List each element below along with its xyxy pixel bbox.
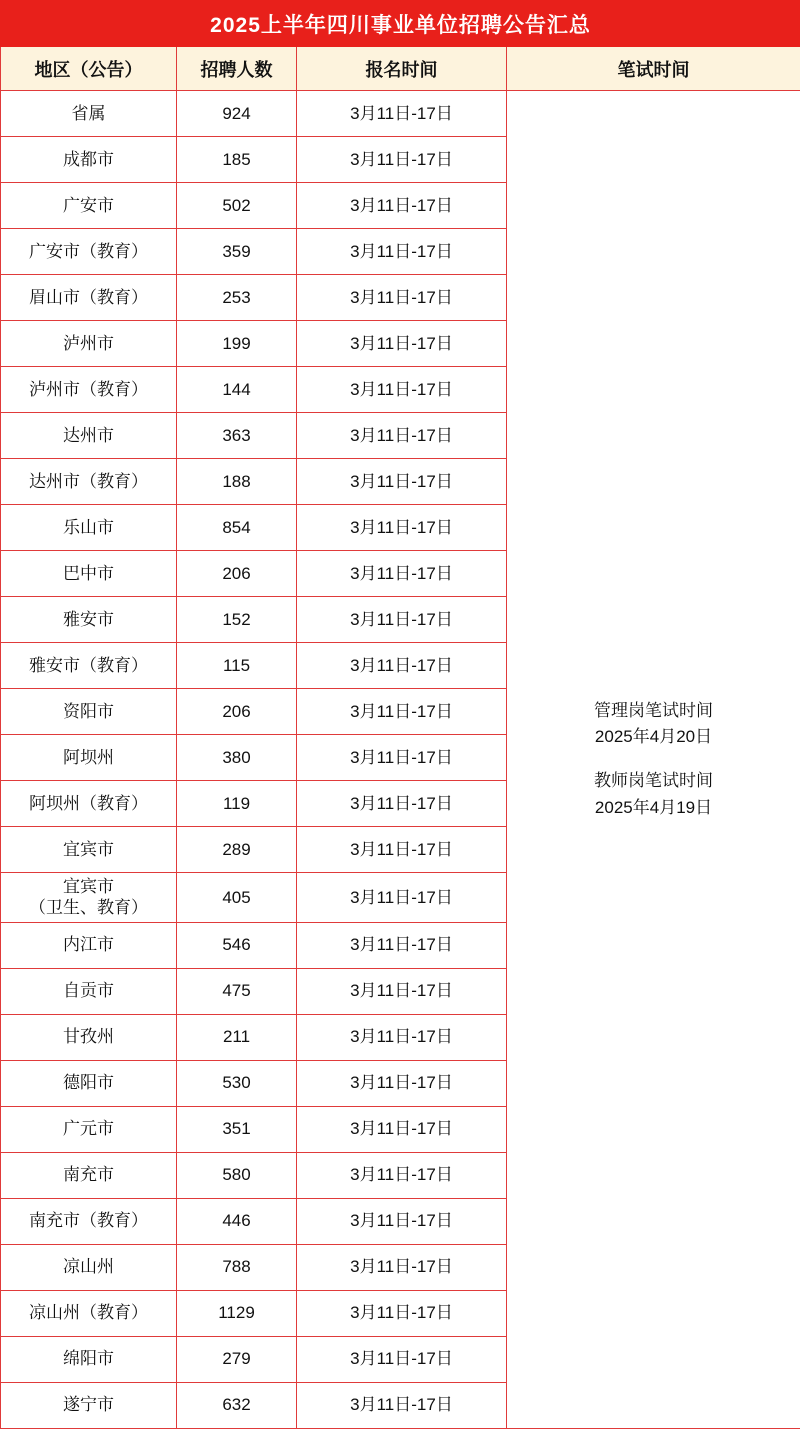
cell-count: 924: [177, 91, 297, 137]
cell-region: 阿坝州（教育）: [1, 781, 177, 827]
table-row: [1, 91, 800, 137]
column-header-exam: 笔试时间: [507, 47, 800, 91]
cell-signup: 3月11日-17日: [297, 137, 507, 183]
cell-region: 甘孜州: [1, 1014, 177, 1060]
cell-region: 乐山市: [1, 505, 177, 551]
cell-count: 185: [177, 137, 297, 183]
cell-signup: 3月11日-17日: [297, 597, 507, 643]
cell-region: 南充市（教育）: [1, 1198, 177, 1244]
cell-region: 达州市: [1, 413, 177, 459]
exam-note-management-date: 2025年4月20日: [594, 726, 713, 746]
cell-signup: 3月11日-17日: [297, 1106, 507, 1152]
cell-region: 泸州市（教育）: [1, 367, 177, 413]
cell-signup: 3月11日-17日: [297, 922, 507, 968]
cell-region: 省属: [1, 91, 177, 137]
cell-count: 115: [177, 643, 297, 689]
cell-count: 188: [177, 459, 297, 505]
cell-count: 199: [177, 321, 297, 367]
cell-signup: 3月11日-17日: [297, 643, 507, 689]
cell-region: 宜宾市: [1, 827, 177, 873]
cell-region: 德阳市: [1, 1060, 177, 1106]
cell-signup: 3月11日-17日: [297, 1014, 507, 1060]
page-title: 2025上半年四川事业单位招聘公告汇总: [1, 1, 800, 47]
cell-region: 广元市: [1, 1106, 177, 1152]
cell-signup: 3月11日-17日: [297, 413, 507, 459]
cell-signup: 3月11日-17日: [297, 551, 507, 597]
cell-region: 内江市: [1, 922, 177, 968]
cell-region: 成都市: [1, 137, 177, 183]
cell-count: 502: [177, 183, 297, 229]
cell-count: 405: [177, 873, 297, 923]
cell-signup: 3月11日-17日: [297, 827, 507, 873]
exam-note-teacher: [517, 768, 790, 821]
cell-region: 巴中市: [1, 551, 177, 597]
cell-signup: 3月11日-17日: [297, 1382, 507, 1428]
exam-note-teacher-date: 2025年4月19日: [594, 797, 713, 817]
cell-signup: 3月11日-17日: [297, 367, 507, 413]
cell-region: 自贡市: [1, 968, 177, 1014]
cell-count: 475: [177, 968, 297, 1014]
cell-region: 宜宾市 （卫生、教育）: [1, 873, 177, 923]
cell-region: 阿坝州: [1, 735, 177, 781]
cell-count: 211: [177, 1014, 297, 1060]
exam-note-management: [517, 698, 790, 751]
cell-signup: 3月11日-17日: [297, 1336, 507, 1382]
cell-count: 854: [177, 505, 297, 551]
cell-signup: 3月11日-17日: [297, 505, 507, 551]
cell-count: 359: [177, 229, 297, 275]
cell-region: 达州市（教育）: [1, 459, 177, 505]
cell-region: 绵阳市: [1, 1336, 177, 1382]
column-header-signup: 报名时间: [297, 47, 507, 91]
cell-signup: 3月11日-17日: [297, 183, 507, 229]
cell-region: 泸州市: [1, 321, 177, 367]
cell-count: 632: [177, 1382, 297, 1428]
cell-region: 凉山州（教育）: [1, 1290, 177, 1336]
cell-signup: 3月11日-17日: [297, 275, 507, 321]
cell-signup: 3月11日-17日: [297, 735, 507, 781]
cell-region: 广安市: [1, 183, 177, 229]
cell-region: 资阳市: [1, 689, 177, 735]
cell-signup: 3月11日-17日: [297, 689, 507, 735]
cell-count: 446: [177, 1198, 297, 1244]
title-row: [1, 1, 800, 47]
cell-count: 580: [177, 1152, 297, 1198]
cell-signup: 3月11日-17日: [297, 1244, 507, 1290]
cell-region: 雅安市（教育）: [1, 643, 177, 689]
cell-count: 363: [177, 413, 297, 459]
cell-exam-time: [507, 91, 800, 1429]
cell-signup: 3月11日-17日: [297, 459, 507, 505]
cell-count: 206: [177, 689, 297, 735]
cell-count: 788: [177, 1244, 297, 1290]
cell-count: 279: [177, 1336, 297, 1382]
cell-count: 152: [177, 597, 297, 643]
header-row: [1, 47, 800, 91]
cell-signup: 3月11日-17日: [297, 321, 507, 367]
cell-count: 206: [177, 551, 297, 597]
cell-region: 广安市（教育）: [1, 229, 177, 275]
cell-region: 南充市: [1, 1152, 177, 1198]
column-header-count: 招聘人数: [177, 47, 297, 91]
cell-signup: 3月11日-17日: [297, 873, 507, 923]
cell-region: 雅安市: [1, 597, 177, 643]
cell-count: 253: [177, 275, 297, 321]
exam-note-management-label: 管理岗笔试时间: [594, 700, 714, 720]
cell-signup: 3月11日-17日: [297, 91, 507, 137]
cell-count: 1129: [177, 1290, 297, 1336]
cell-count: 144: [177, 367, 297, 413]
column-header-region: 地区（公告）: [1, 47, 177, 91]
cell-region: 遂宁市: [1, 1382, 177, 1428]
cell-signup: 3月11日-17日: [297, 1198, 507, 1244]
cell-signup: 3月11日-17日: [297, 1290, 507, 1336]
cell-count: 530: [177, 1060, 297, 1106]
cell-signup: 3月11日-17日: [297, 1060, 507, 1106]
exam-note-teacher-label: 教师岗笔试时间: [594, 771, 714, 791]
cell-count: 289: [177, 827, 297, 873]
cell-count: 380: [177, 735, 297, 781]
cell-count: 351: [177, 1106, 297, 1152]
table-body: [1, 91, 800, 1429]
cell-count: 119: [177, 781, 297, 827]
cell-region: 眉山市（教育）: [1, 275, 177, 321]
cell-count: 546: [177, 922, 297, 968]
cell-signup: 3月11日-17日: [297, 229, 507, 275]
cell-region: 凉山州: [1, 1244, 177, 1290]
cell-signup: 3月11日-17日: [297, 1152, 507, 1198]
cell-signup: 3月11日-17日: [297, 781, 507, 827]
cell-signup: 3月11日-17日: [297, 968, 507, 1014]
